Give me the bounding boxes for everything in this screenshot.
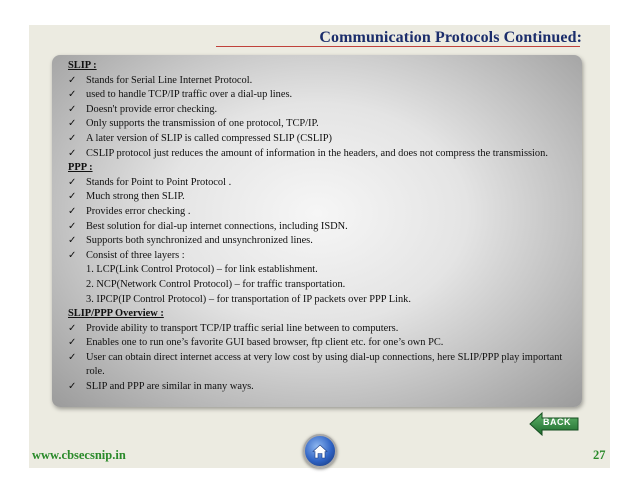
check-icon: ✓ bbox=[68, 147, 77, 159]
list-item: ✓ Enables one to run one’s favorite GUI based browser, ftp client etc. for one’s own PC. bbox=[68, 336, 568, 351]
list-item: ✓ Stands for Serial Line Internet Protocol. bbox=[68, 74, 568, 89]
list-item: ✓ Much strong then SLIP. bbox=[68, 190, 568, 205]
check-icon: ✓ bbox=[68, 118, 77, 130]
list-item: ✓ Provides error checking . bbox=[68, 205, 568, 220]
list-item: ✓ Consist of three layers : bbox=[68, 249, 568, 264]
house-icon bbox=[312, 444, 328, 459]
check-icon: ✓ bbox=[68, 381, 77, 393]
list-item: ✓ Supports both synchronized and unsynchronized lines. bbox=[68, 234, 568, 249]
list-item: ✓ used to handle TCP/IP traffic over a dial-up lines. bbox=[68, 88, 568, 103]
section-heading-ppp: PPP : bbox=[68, 162, 93, 174]
list-item: ✓ Only supports the transmission of one protocol, TCP/IP. bbox=[68, 117, 568, 132]
list-item: ✓ SLIP and PPP are similar in many ways. bbox=[68, 380, 568, 395]
check-icon: ✓ bbox=[68, 337, 77, 349]
check-icon: ✓ bbox=[68, 89, 77, 101]
slide-title: Communication Protocols Continued: bbox=[319, 29, 582, 46]
list-item: ✓ A later version of SLIP is called compressed SLIP (CSLIP) bbox=[68, 132, 568, 147]
check-icon: ✓ bbox=[68, 132, 77, 144]
home-button[interactable] bbox=[303, 434, 337, 468]
check-icon: ✓ bbox=[68, 176, 77, 188]
title-underline bbox=[216, 46, 580, 47]
check-icon: ✓ bbox=[68, 191, 77, 203]
back-button[interactable] bbox=[528, 411, 580, 437]
check-icon: ✓ bbox=[68, 74, 77, 86]
list-item: ✓ Doesn't provide error checking. bbox=[68, 103, 568, 118]
list-item: ✓ Stands for Point to Point Protocol . bbox=[68, 176, 568, 191]
back-label: BACK bbox=[543, 417, 571, 427]
section-heading-slip: SLIP : bbox=[68, 60, 97, 71]
layer-item: 1. LCP(Link Control Protocol) – for link establishment. bbox=[86, 264, 318, 276]
page-number: 27 bbox=[593, 448, 606, 462]
check-icon: ✓ bbox=[68, 351, 77, 363]
check-icon: ✓ bbox=[68, 103, 77, 115]
website-link[interactable]: www.cbsecsnip.in bbox=[32, 448, 126, 462]
content-body bbox=[68, 59, 568, 395]
section-heading-overview: SLIP/PPP Overview : bbox=[68, 308, 164, 320]
check-icon: ✓ bbox=[68, 220, 77, 232]
list-item: ✓ CSLIP protocol just reduces the amount of information in the headers, and does not compress the transmission. bbox=[68, 147, 568, 162]
list-item: ✓ Provide ability to transport TCP/IP traffic serial line between to computers. bbox=[68, 322, 568, 337]
layer-item: 3. IPCP(IP Control Protocol) – for transportation of IP packets over PPP Link. bbox=[86, 293, 411, 305]
list-item: ✓ Best solution for dial-up internet connections, including ISDN. bbox=[68, 220, 568, 235]
check-icon: ✓ bbox=[68, 322, 77, 334]
check-icon: ✓ bbox=[68, 235, 77, 247]
list-item: ✓ User can obtain direct internet access at very low cost by using dial-up connections, here SLIP/PPP play important role. bbox=[68, 351, 563, 378]
check-icon: ✓ bbox=[68, 205, 77, 217]
layer-item: 2. NCP(Network Control Protocol) – for traffic transportation. bbox=[86, 278, 346, 290]
check-icon: ✓ bbox=[68, 249, 77, 261]
